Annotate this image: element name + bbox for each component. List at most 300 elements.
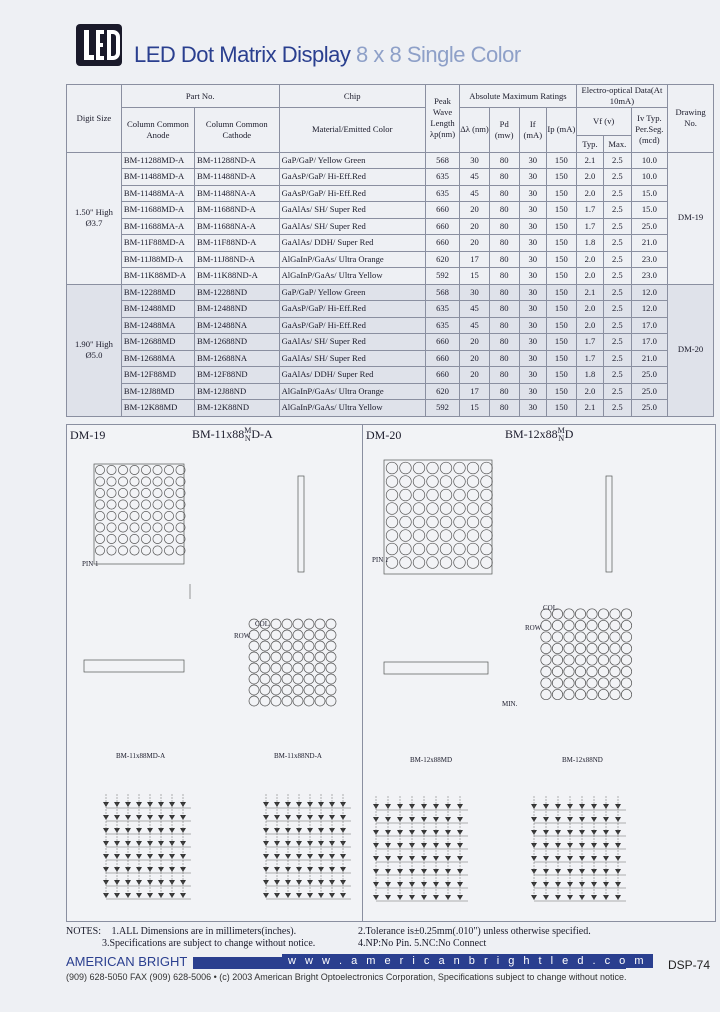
cell-ip: 150 bbox=[546, 400, 576, 417]
pin-dot bbox=[610, 632, 620, 642]
cell-anode: BM-11J88MD-A bbox=[121, 251, 194, 268]
cell-ip: 150 bbox=[546, 235, 576, 252]
led-dot bbox=[141, 477, 150, 486]
pin1-label-left: PIN 1 bbox=[82, 560, 99, 568]
pin-dot bbox=[621, 632, 631, 642]
cell-material: AlGaInP/GaAs/ Ultra Yellow bbox=[279, 400, 425, 417]
pin-dot bbox=[564, 620, 574, 630]
pin-dot bbox=[315, 685, 325, 695]
cell-cathode: BM-11J88ND-A bbox=[195, 251, 280, 268]
cell-vtyp: 2.0 bbox=[576, 251, 603, 268]
th-dl: Δλ (nm) bbox=[460, 108, 490, 153]
led-dot bbox=[141, 523, 150, 532]
pin-dot bbox=[598, 689, 608, 699]
cell-peak: 592 bbox=[425, 268, 459, 285]
cell-vmax: 2.5 bbox=[604, 317, 631, 334]
row-label-left: ROW bbox=[234, 632, 251, 640]
cell-peak: 568 bbox=[425, 284, 459, 301]
led-dot bbox=[467, 557, 479, 569]
led-dot bbox=[454, 476, 466, 488]
cell-anode: BM-12288MD bbox=[121, 284, 194, 301]
pin-dot bbox=[315, 619, 325, 629]
cell-ip: 150 bbox=[546, 284, 576, 301]
cell-iv: 12.0 bbox=[631, 301, 668, 318]
pin-dot bbox=[610, 620, 620, 630]
pin-dot bbox=[271, 663, 281, 673]
col-label-right: COL. bbox=[543, 604, 559, 612]
led-dot bbox=[440, 557, 452, 569]
cell-vmax: 2.5 bbox=[604, 152, 631, 169]
pin-dot bbox=[541, 620, 551, 630]
led-dot bbox=[413, 557, 425, 569]
cell-iv: 10.0 bbox=[631, 152, 668, 169]
led-dot bbox=[386, 530, 398, 542]
pin-dot bbox=[260, 674, 270, 684]
digit-size-cell: 1.90" High Ø5.0 bbox=[67, 284, 122, 416]
cell-dl: 17 bbox=[460, 383, 490, 400]
th-part-no: Part No. bbox=[121, 85, 279, 108]
cell-vtyp: 2.0 bbox=[576, 301, 603, 318]
pin-dot bbox=[326, 641, 336, 651]
cell-material: GaAsP/GaP/ Hi-Eff.Red bbox=[279, 317, 425, 334]
cell-if: 30 bbox=[519, 251, 546, 268]
led-dot bbox=[481, 462, 493, 474]
cell-pd: 80 bbox=[489, 334, 519, 351]
cell-vtyp: 1.7 bbox=[576, 218, 603, 235]
led-dot bbox=[107, 488, 116, 497]
cell-anode: BM-11488MA-A bbox=[121, 185, 194, 202]
cell-vtyp: 1.7 bbox=[576, 202, 603, 219]
led-dot bbox=[130, 523, 139, 532]
pin-dot bbox=[610, 643, 620, 653]
led-dot bbox=[107, 546, 116, 555]
led-dot bbox=[118, 511, 127, 520]
pin-dot bbox=[304, 641, 314, 651]
led-dot bbox=[413, 503, 425, 515]
table-row bbox=[67, 169, 714, 186]
th-chip: Chip bbox=[279, 85, 425, 108]
schematic-right-b: BM-12x88ND bbox=[562, 756, 603, 764]
pin-dot bbox=[587, 689, 597, 699]
pin-dot bbox=[598, 643, 608, 653]
pin-dot bbox=[282, 696, 292, 706]
cell-vmax: 2.5 bbox=[604, 235, 631, 252]
cell-pd: 80 bbox=[489, 235, 519, 252]
pin-dot bbox=[598, 655, 608, 665]
cell-iv: 23.0 bbox=[631, 268, 668, 285]
led-dot bbox=[481, 530, 493, 542]
digit-size-cell: 1.50" High Ø3.7 bbox=[67, 152, 122, 284]
cell-ip: 150 bbox=[546, 185, 576, 202]
model-left-suffix: D-A bbox=[251, 427, 273, 441]
side-view-left bbox=[298, 476, 304, 572]
led-dot bbox=[400, 543, 412, 555]
cell-iv: 25.0 bbox=[631, 400, 668, 417]
led-dot bbox=[95, 488, 104, 497]
schematic-left-a: BM-11x88MD-A bbox=[116, 752, 166, 760]
led-dot bbox=[481, 503, 493, 515]
cell-vtyp: 1.7 bbox=[576, 334, 603, 351]
pin-dot bbox=[260, 652, 270, 662]
cell-cathode: BM-12488NA bbox=[195, 317, 280, 334]
cell-ip: 150 bbox=[546, 251, 576, 268]
cell-cathode: BM-12288ND bbox=[195, 284, 280, 301]
cell-material: GaAsP/GaP/ Hi-Eff.Red bbox=[279, 185, 425, 202]
pin-dot bbox=[260, 685, 270, 695]
pin-dot bbox=[552, 643, 562, 653]
led-dot bbox=[107, 500, 116, 509]
company-name: AMERICAN BRIGHT bbox=[66, 954, 193, 969]
led-dot bbox=[440, 530, 452, 542]
cell-ip: 150 bbox=[546, 152, 576, 169]
cell-peak: 620 bbox=[425, 383, 459, 400]
led-dot bbox=[454, 516, 466, 528]
cell-peak: 660 bbox=[425, 235, 459, 252]
cell-material: AlGaInP/GaAs/ Ultra Orange bbox=[279, 251, 425, 268]
pin-dot bbox=[541, 689, 551, 699]
pin-dot bbox=[564, 666, 574, 676]
pin-dot bbox=[575, 620, 585, 630]
led-dot bbox=[400, 516, 412, 528]
cell-material: GaP/GaP/ Yellow Green bbox=[279, 284, 425, 301]
cell-cathode: BM-11F88ND-A bbox=[195, 235, 280, 252]
led-dot bbox=[95, 523, 104, 532]
led-dot bbox=[440, 503, 452, 515]
cell-vmax: 2.5 bbox=[604, 218, 631, 235]
model-right-sup: M bbox=[557, 426, 565, 436]
led-dot bbox=[467, 476, 479, 488]
led-dot bbox=[400, 489, 412, 501]
cell-cathode: BM-12F88ND bbox=[195, 367, 280, 384]
cell-if: 30 bbox=[519, 334, 546, 351]
led-dot bbox=[440, 476, 452, 488]
pin-dot bbox=[282, 685, 292, 695]
cell-pd: 80 bbox=[489, 383, 519, 400]
pin-dot bbox=[293, 696, 303, 706]
pin-dot bbox=[326, 619, 336, 629]
led-dot bbox=[164, 500, 173, 509]
cell-pd: 80 bbox=[489, 152, 519, 169]
pin-dot bbox=[326, 696, 336, 706]
table-row bbox=[67, 202, 714, 219]
cell-vtyp: 2.1 bbox=[576, 152, 603, 169]
pin-dot bbox=[304, 696, 314, 706]
pin-dot bbox=[260, 630, 270, 640]
led-dot bbox=[467, 516, 479, 528]
pin-dot bbox=[587, 620, 597, 630]
cell-ip: 150 bbox=[546, 202, 576, 219]
led-dot bbox=[427, 462, 439, 474]
cell-vmax: 2.5 bbox=[604, 202, 631, 219]
pin-dot bbox=[293, 674, 303, 684]
pin-dot bbox=[598, 620, 608, 630]
cell-iv: 25.0 bbox=[631, 367, 668, 384]
cell-if: 30 bbox=[519, 383, 546, 400]
pin-dot bbox=[326, 663, 336, 673]
cell-peak: 635 bbox=[425, 169, 459, 186]
led-dot bbox=[440, 462, 452, 474]
th-ip: Ip (mA) bbox=[546, 108, 576, 153]
led-dot bbox=[164, 546, 173, 555]
table-row bbox=[67, 334, 714, 351]
cell-material: GaAsP/GaP/ Hi-Eff.Red bbox=[279, 169, 425, 186]
cell-material: GaAlAs/ SH/ Super Red bbox=[279, 350, 425, 367]
cell-anode: BM-12688MA bbox=[121, 350, 194, 367]
pin-dot bbox=[304, 652, 314, 662]
led-dot bbox=[467, 543, 479, 555]
led-dot bbox=[454, 503, 466, 515]
pin-dot bbox=[271, 630, 281, 640]
th-peak: Peak Wave Length λp(nm) bbox=[425, 85, 459, 153]
cell-dl: 30 bbox=[460, 284, 490, 301]
led-dot bbox=[164, 511, 173, 520]
cell-vtyp: 2.0 bbox=[576, 268, 603, 285]
cell-pd: 80 bbox=[489, 218, 519, 235]
mechanical-drawings bbox=[66, 424, 714, 920]
cell-vtyp: 2.1 bbox=[576, 284, 603, 301]
cell-anode: BM-11288MD-A bbox=[121, 152, 194, 169]
pin-dot bbox=[575, 655, 585, 665]
pin-dot bbox=[282, 630, 292, 640]
cell-material: GaP/GaP/ Yellow Green bbox=[279, 152, 425, 169]
pin-dot bbox=[304, 663, 314, 673]
pin1-label-right: PIN 1 bbox=[372, 556, 389, 564]
pin-dot bbox=[575, 643, 585, 653]
table-row bbox=[67, 383, 714, 400]
pin-dot bbox=[598, 666, 608, 676]
title-subtitle: 8 x 8 Single Color bbox=[356, 42, 521, 67]
pin-dot bbox=[271, 619, 281, 629]
title-main: LED Dot Matrix Display bbox=[134, 42, 351, 67]
pin-dot bbox=[260, 696, 270, 706]
table-row bbox=[67, 367, 714, 384]
cell-ip: 150 bbox=[546, 383, 576, 400]
pin-dot bbox=[249, 652, 259, 662]
model-left-sup: M bbox=[244, 426, 252, 436]
pin-dot bbox=[282, 652, 292, 662]
cell-if: 30 bbox=[519, 400, 546, 417]
led-dot bbox=[427, 516, 439, 528]
cell-material: GaAlAs/ SH/ Super Red bbox=[279, 202, 425, 219]
led-dot bbox=[118, 534, 127, 543]
cell-iv: 25.0 bbox=[631, 218, 668, 235]
pin-dot bbox=[315, 630, 325, 640]
cell-vmax: 2.5 bbox=[604, 251, 631, 268]
led-dot bbox=[164, 477, 173, 486]
pin-dot bbox=[552, 655, 562, 665]
cell-vtyp: 2.0 bbox=[576, 185, 603, 202]
cell-if: 30 bbox=[519, 152, 546, 169]
cell-iv: 21.0 bbox=[631, 235, 668, 252]
row-label-right: ROW bbox=[525, 624, 542, 632]
pin-dot bbox=[271, 674, 281, 684]
cell-dl: 20 bbox=[460, 334, 490, 351]
spec-table bbox=[66, 84, 714, 417]
pin-dot bbox=[304, 674, 314, 684]
led-dot bbox=[386, 462, 398, 474]
table-row bbox=[67, 284, 714, 301]
led-dot bbox=[440, 543, 452, 555]
led-dot bbox=[107, 465, 116, 474]
pin-dot bbox=[326, 685, 336, 695]
th-drawing: Drawing No. bbox=[668, 85, 714, 153]
led-dot bbox=[118, 465, 127, 474]
cell-dl: 20 bbox=[460, 350, 490, 367]
col-label-left: COL. bbox=[255, 620, 271, 628]
cell-peak: 635 bbox=[425, 185, 459, 202]
led-dot bbox=[481, 516, 493, 528]
cell-if: 30 bbox=[519, 235, 546, 252]
side-view-right bbox=[606, 476, 612, 572]
pin-dot bbox=[293, 663, 303, 673]
drawing-label-right: DM-20 bbox=[366, 428, 402, 442]
pin-dot bbox=[610, 655, 620, 665]
led-dot bbox=[130, 477, 139, 486]
led-dot bbox=[481, 557, 493, 569]
table-row bbox=[67, 268, 714, 285]
cell-anode: BM-11488MD-A bbox=[121, 169, 194, 186]
cell-anode: BM-12J88MD bbox=[121, 383, 194, 400]
cell-vmax: 2.5 bbox=[604, 350, 631, 367]
cell-iv: 25.0 bbox=[631, 383, 668, 400]
cell-anode: BM-12688MD bbox=[121, 334, 194, 351]
led-dot bbox=[413, 516, 425, 528]
th-electro: Electro-optical Data(At 10mA) bbox=[576, 85, 667, 108]
pin-dot bbox=[587, 609, 597, 619]
pin-dot bbox=[260, 641, 270, 651]
pin-dot bbox=[271, 641, 281, 651]
led-dot bbox=[130, 511, 139, 520]
cell-pd: 80 bbox=[489, 400, 519, 417]
cell-pd: 80 bbox=[489, 268, 519, 285]
led-dot bbox=[454, 543, 466, 555]
cell-cathode: BM-12688ND bbox=[195, 334, 280, 351]
pin-dot bbox=[271, 696, 281, 706]
cell-vmax: 2.5 bbox=[604, 284, 631, 301]
led-dot bbox=[130, 500, 139, 509]
th-col-anode: Column Common Anode bbox=[121, 108, 194, 153]
cell-anode: BM-11688MD-A bbox=[121, 202, 194, 219]
pin-dot bbox=[293, 630, 303, 640]
website-link[interactable]: w w w . a m e r i c a n b r i g h t l e d . c o m bbox=[282, 954, 653, 968]
table-row bbox=[67, 317, 714, 334]
led-dot bbox=[467, 462, 479, 474]
pin-dot bbox=[564, 609, 574, 619]
pin-dot bbox=[249, 663, 259, 673]
min-label: MIN. bbox=[502, 700, 518, 708]
cell-iv: 15.0 bbox=[631, 185, 668, 202]
notes bbox=[66, 926, 591, 950]
led-dot bbox=[467, 489, 479, 501]
note-2: 2.Tolerance is±0.25mm(.010") unless otherwise specified. bbox=[358, 926, 591, 937]
model-left-sub: N bbox=[244, 434, 251, 444]
cell-dl: 45 bbox=[460, 301, 490, 318]
cell-vtyp: 2.0 bbox=[576, 169, 603, 186]
table-row bbox=[67, 185, 714, 202]
pin-dot bbox=[564, 632, 574, 642]
led-dot bbox=[413, 462, 425, 474]
drawing-no-cell: DM-20 bbox=[668, 284, 714, 416]
cell-dl: 20 bbox=[460, 202, 490, 219]
cell-dl: 30 bbox=[460, 152, 490, 169]
cell-cathode: BM-11688ND-A bbox=[195, 202, 280, 219]
cell-if: 30 bbox=[519, 202, 546, 219]
pin-dot bbox=[249, 685, 259, 695]
pin-dot bbox=[315, 652, 325, 662]
cell-iv: 17.0 bbox=[631, 317, 668, 334]
cell-material: AlGaInP/GaAs/ Ultra Yellow bbox=[279, 268, 425, 285]
cell-vmax: 2.5 bbox=[604, 334, 631, 351]
cell-cathode: BM-11488ND-A bbox=[195, 169, 280, 186]
cell-peak: 635 bbox=[425, 317, 459, 334]
table-row bbox=[67, 218, 714, 235]
pin-dot bbox=[575, 609, 585, 619]
led-dot bbox=[118, 500, 127, 509]
pin-dot bbox=[564, 655, 574, 665]
led-dot bbox=[400, 557, 412, 569]
th-typ: Typ. bbox=[576, 136, 603, 153]
led-dot bbox=[95, 534, 104, 543]
table-row bbox=[67, 251, 714, 268]
cell-if: 30 bbox=[519, 350, 546, 367]
cell-pd: 80 bbox=[489, 202, 519, 219]
pin-dot bbox=[304, 630, 314, 640]
cell-dl: 45 bbox=[460, 185, 490, 202]
pin-dot bbox=[315, 696, 325, 706]
cell-ip: 150 bbox=[546, 268, 576, 285]
pin-dot bbox=[271, 652, 281, 662]
led-dot bbox=[130, 465, 139, 474]
cell-dl: 45 bbox=[460, 317, 490, 334]
led-dot bbox=[481, 489, 493, 501]
led-dot bbox=[164, 534, 173, 543]
led-dot bbox=[141, 488, 150, 497]
schematic-right-a: BM-12x88MD bbox=[410, 756, 453, 764]
led-dot bbox=[454, 489, 466, 501]
cell-if: 30 bbox=[519, 185, 546, 202]
cell-iv: 10.0 bbox=[631, 169, 668, 186]
pin-dot bbox=[304, 685, 314, 695]
table-row bbox=[67, 400, 714, 417]
table-row bbox=[67, 350, 714, 367]
pin-dot bbox=[621, 609, 631, 619]
cell-vtyp: 1.7 bbox=[576, 350, 603, 367]
cell-if: 30 bbox=[519, 301, 546, 318]
pin-dot bbox=[552, 632, 562, 642]
led-dot bbox=[141, 465, 150, 474]
led-dot bbox=[95, 546, 104, 555]
th-digit-size: Digit Size bbox=[67, 85, 122, 153]
led-dot bbox=[141, 500, 150, 509]
note-3: 3.Specifications are subject to change without notice. bbox=[102, 938, 316, 949]
notes-row-2 bbox=[66, 938, 487, 950]
cell-ip: 150 bbox=[546, 169, 576, 186]
model-right-sub: N bbox=[558, 434, 565, 444]
cell-pd: 80 bbox=[489, 301, 519, 318]
cell-vtyp: 2.1 bbox=[576, 400, 603, 417]
pin-dot bbox=[315, 663, 325, 673]
cell-vmax: 2.5 bbox=[604, 268, 631, 285]
pin-dot bbox=[552, 678, 562, 688]
cell-ip: 150 bbox=[546, 367, 576, 384]
drawing-label-left: DM-19 bbox=[70, 428, 106, 442]
led-dot bbox=[427, 489, 439, 501]
cell-dl: 15 bbox=[460, 268, 490, 285]
cell-material: AlGaInP/GaAs/ Ultra Orange bbox=[279, 383, 425, 400]
pin-dot bbox=[271, 685, 281, 695]
pin-dot bbox=[326, 674, 336, 684]
pin-dot bbox=[610, 678, 620, 688]
